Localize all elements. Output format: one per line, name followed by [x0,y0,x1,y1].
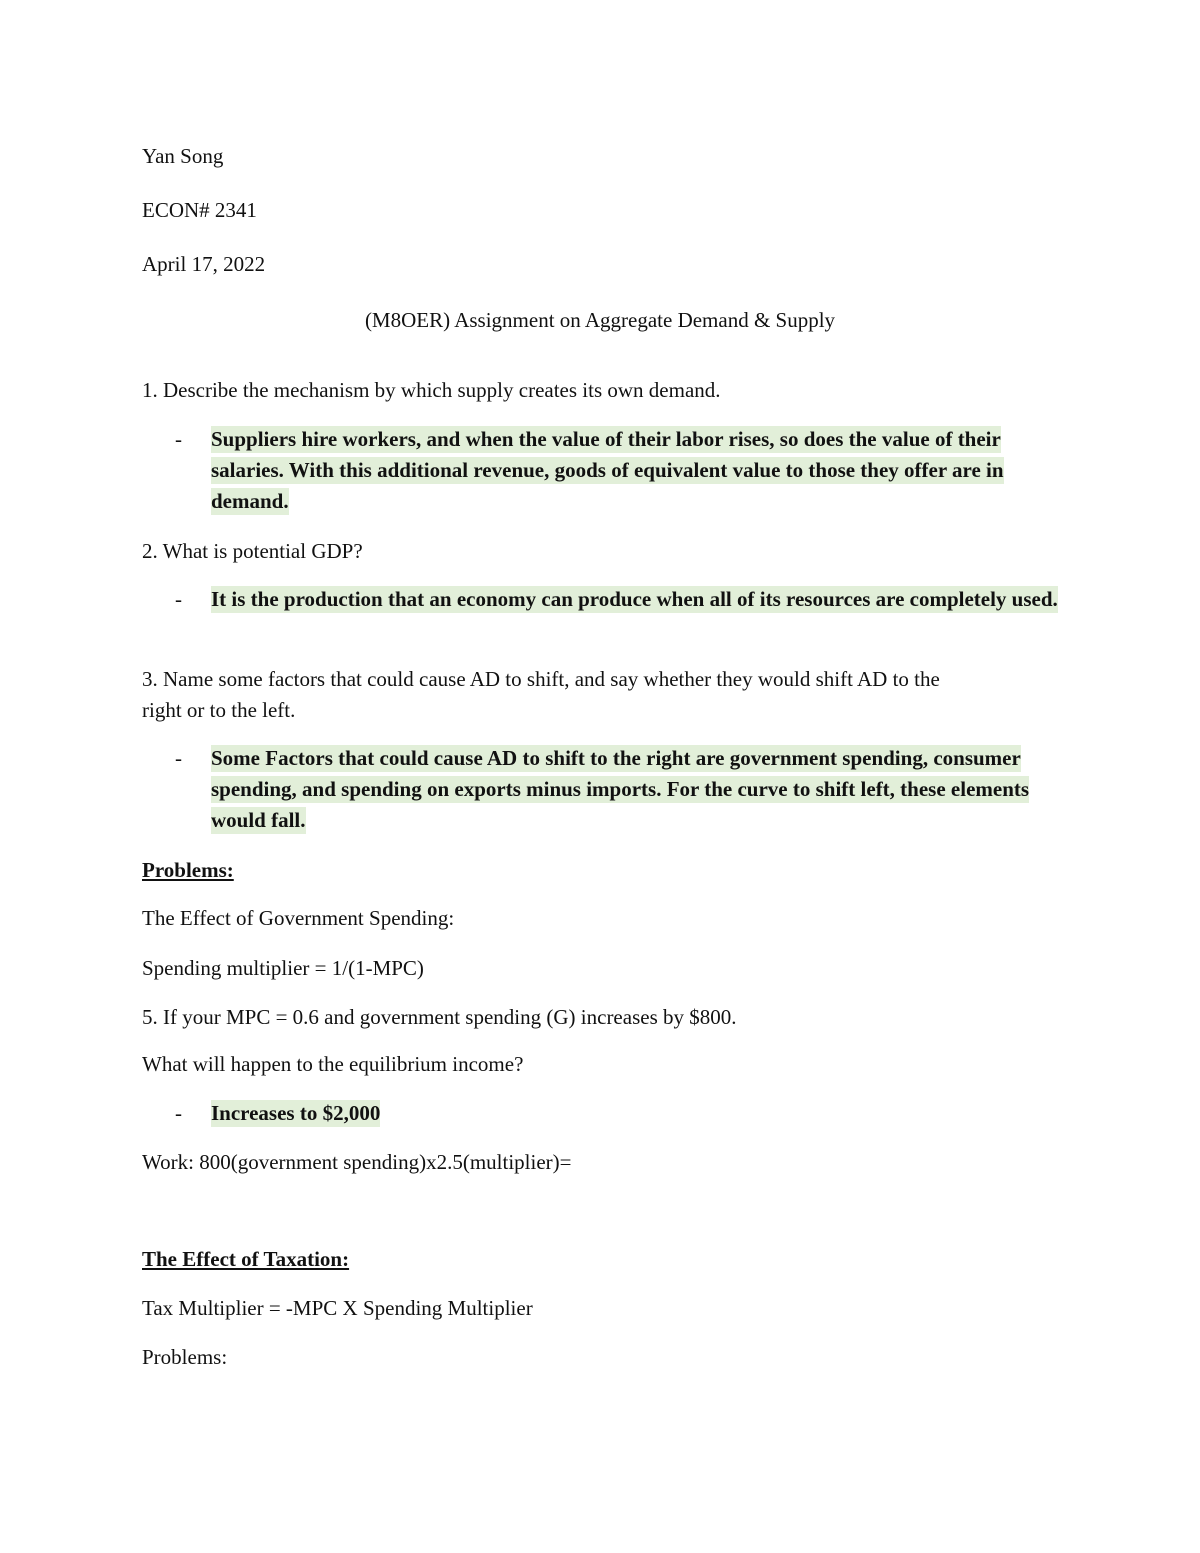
answer-3-text: Some Factors that could cause AD to shift to the right are government spending, consumer spending, and spending on exports minus imports. For the curve to shift left, these elements would fall. [211,746,1030,832]
taxation-problems-label: Problems: [142,1345,228,1369]
question-3-line-1: 3. Name some factors that could cause AD to shift, and say whether they would shift AD to the [142,667,940,691]
assignment-date: April 17, 2022 [142,252,266,276]
answer-1 [211,424,1071,517]
question-3-line-2: right or to the left. [142,698,296,722]
question-5: 5. If your MPC = 0.6 and government spending (G) increases by $800. [142,1005,737,1029]
answer-5 [211,1098,1071,1129]
tax-multiplier-formula: Tax Multiplier = -MPC X Spending Multiplier [142,1296,533,1320]
question-2: 2. What is potential GDP? [142,539,363,563]
work-line: Work: 800(government spending)x2.5(multiplier)= [142,1150,572,1174]
course-number: ECON# 2341 [142,198,257,222]
taxation-heading: The Effect of Taxation: [142,1247,350,1271]
answer-3 [211,743,1071,836]
answer-5-bullet: - [175,1101,182,1125]
answer-2-text: It is the production that an economy can produce when all of its resources are completely used. [211,587,1058,611]
document-title: (M8OER) Assignment on Aggregate Demand & Supply [364,308,836,332]
author-name: Yan Song [142,144,224,168]
government-spending-heading: The Effect of Government Spending: [142,906,455,930]
answer-3-bullet: - [175,746,182,770]
problems-heading: Problems: [142,858,234,882]
equilibrium-question: What will happen to the equilibrium income? [142,1052,524,1076]
answer-5-text: Increases to $2,000 [211,1101,381,1125]
spending-multiplier-formula: Spending multiplier = 1/(1-MPC) [142,956,424,980]
answer-2 [211,584,1071,615]
answer-1-text: Suppliers hire workers, and when the value of their labor rises, so does the value of their salaries. With this additional revenue, goods of equivalent value to those they offer are in demand. [211,427,1004,513]
answer-2-bullet: - [175,587,182,611]
question-1: 1. Describe the mechanism by which supply creates its own demand. [142,378,721,402]
answer-1-bullet: - [175,427,182,451]
